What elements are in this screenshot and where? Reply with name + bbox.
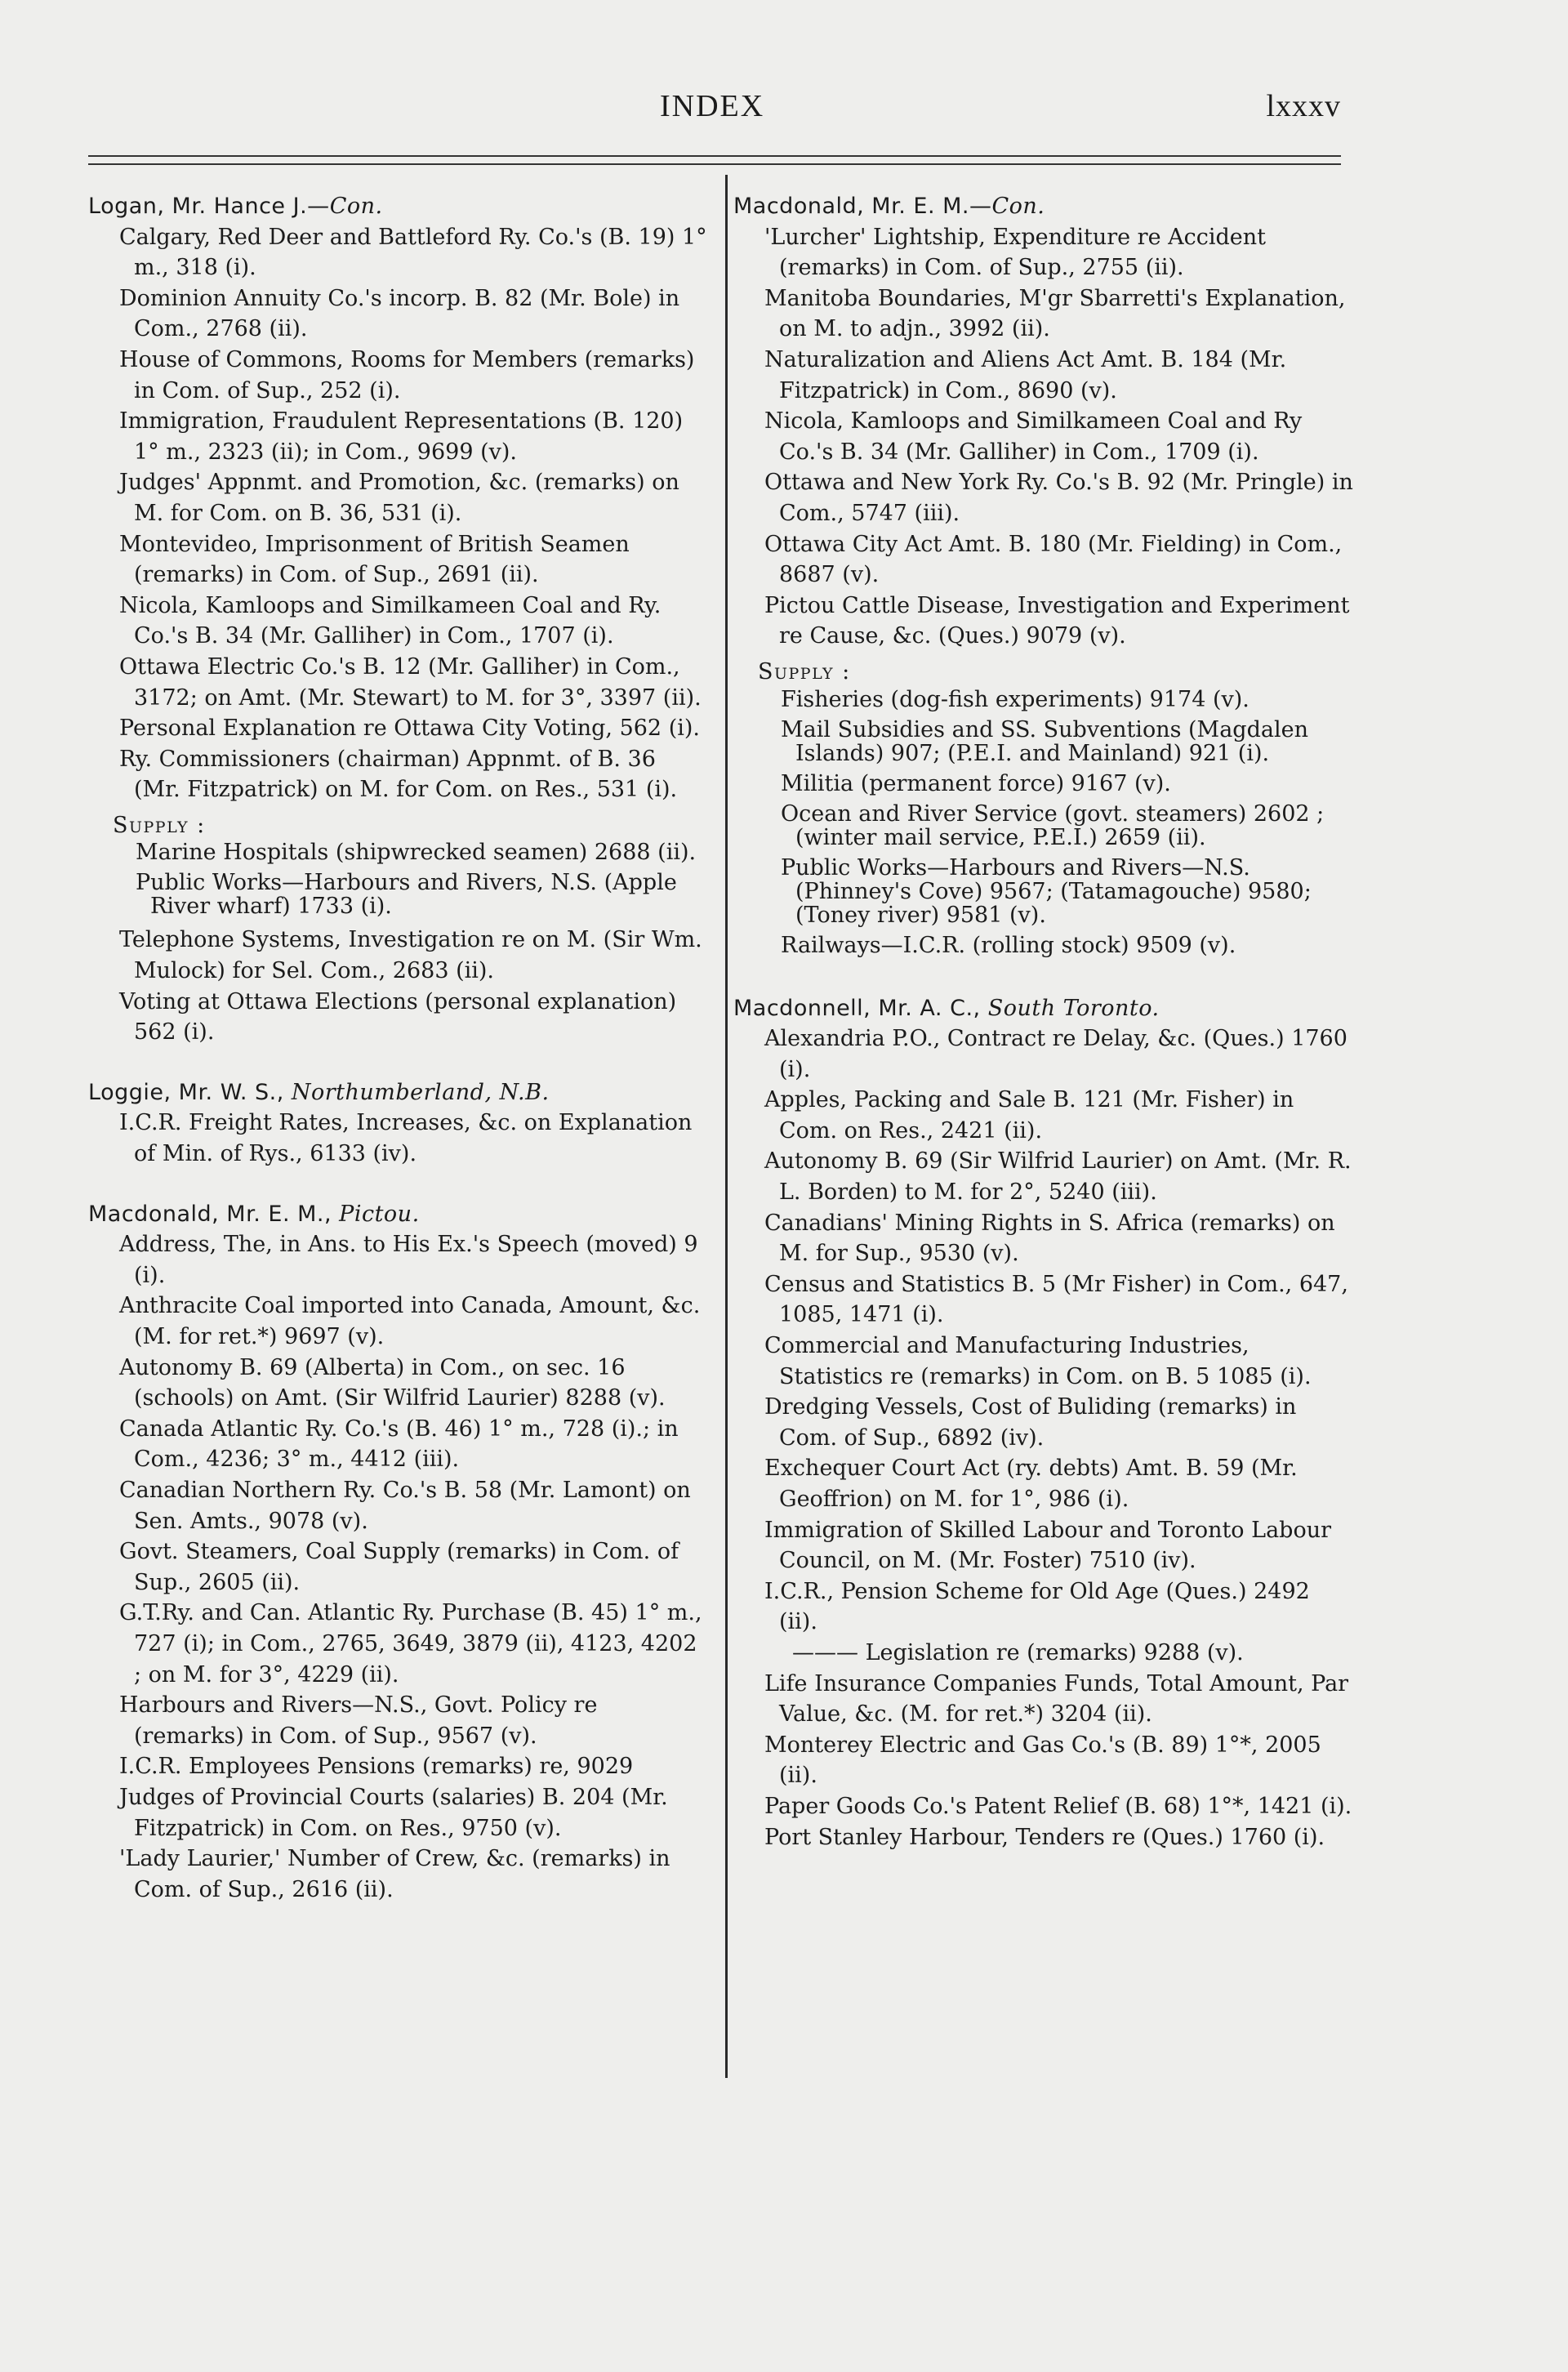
index-entry: House of Commons, Rooms for Members (remarks) in Com. of Sup., 252 (i). — [119, 346, 695, 404]
index-entry: Census and Statistics B. 5 (Mr Fisher) in Com., 647, 1085, 1471 (i). — [764, 1271, 1348, 1328]
index-entry: I.C.R., Pension Scheme for Old Age (Ques.) 2492 (ii). — [764, 1578, 1310, 1635]
index-entry: Anthracite Coal imported into Canada, Amount, &c. (M. for ret.*) 9697 (v). — [119, 1293, 701, 1349]
page-title: INDEX — [660, 89, 765, 123]
person-constituency: South Toronto. — [987, 995, 1160, 1021]
supply-heading: Supply : — [113, 812, 206, 838]
index-entry: Exchequer Court Act (ry. debts) Amt. B. 59 (Mr. Geoffrion) on M. for 1°, 986 (i). — [764, 1456, 1298, 1512]
index-entry: Dominion Annuity Co.'s incorp. B. 82 (Mr. Bole) in Com., 2768 (ii). — [119, 285, 680, 342]
index-entry: Judges' Appnmt. and Promotion, &c. (remarks) on M. for Com. on B. 36, 531 (i). — [119, 470, 679, 526]
supply-sub-entry: Mail Subsidies and SS. Subventions (Magdalen Islands) 907; (P.E.I. and Mainland) 921 (i). — [781, 716, 1308, 766]
index-entry: 'Lady Laurier,' Number of Crew, &c. (remarks) in Com. of Sup., 2616 (ii). — [119, 1846, 670, 1902]
index-entry: 'Lurcher' Lightship, Expenditure re Accident (remarks) in Com. of Sup., 2755 (ii). — [764, 224, 1267, 281]
supply-heading: Supply : — [758, 658, 851, 684]
index-entry: Life Insurance Companies Funds, Total Amount, Par Value, &c. (M. for ret.*) 3204 (ii). — [764, 1670, 1349, 1728]
index-entry: Ottawa City Act Amt. B. 180 (Mr. Fielding) in Com., 8687 (v). — [764, 531, 1343, 588]
person-name: Macdonnell, Mr. A. C., — [733, 995, 988, 1021]
index-entry: Ottawa and New York Ry. Co.'s B. 92 (Mr. Pringle) in Com., 5747 (iii). — [764, 470, 1353, 526]
index-entry: Nicola, Kamloops and Similkameen Coal and Ry. Co.'s B. 34 (Mr. Galliher) in Com., 1707 (i). — [119, 592, 662, 649]
index-entry: Ottawa Electric Co.'s B. 12 (Mr. Galliher) in Com., 3172; on Amt. (Mr. Stewart) to M. for 3°, 3397 (ii). — [119, 653, 702, 711]
person-constituency: Northumberland, N.B. — [291, 1079, 550, 1105]
index-entry: Alexandria P.O., Contract re Delay, &c. (Ques.) 1760 (i). — [764, 1026, 1348, 1082]
person-name: Macdonald, Mr. E. M., — [88, 1201, 340, 1227]
index-entry: Canadians' Mining Rights in S. Africa (remarks) on M. for Sup., 9530 (v). — [764, 1210, 1335, 1267]
supply-sub-entry: Public Works—Harbours and Rivers, N.S. (Apple River wharf) 1733 (i). — [136, 870, 677, 920]
index-entry: Pictou Cattle Disease, Investigation and Experiment re Cause, &c. (Ques.) 9079 (v). — [764, 592, 1350, 649]
index-entry: Autonomy B. 69 (Sir Wilfrid Laurier) on Amt. (Mr. R. L. Borden) to M. for 2°, 5240 (iii). — [764, 1148, 1352, 1206]
index-entry: I.C.R. Freight Rates, Increases, &c. on Explanation of Min. of Rys., 6133 (iv). — [119, 1110, 693, 1167]
index-person-heading — [88, 1077, 709, 1108]
header-rule-bottom — [88, 163, 1341, 165]
index-entry: Immigration of Skilled Labour and Toronto Labour Council, on M. (Mr. Foster) 7510 (iv). — [764, 1517, 1332, 1574]
index-entry: Address, The, in Ans. to His Ex.'s Speech (moved) 9 (i). — [119, 1232, 698, 1288]
index-entry: Ry. Commissioners (chairman) Appnmt. of B. 36 (Mr. Fitzpatrick) on M. for Com. on Res., 531 (i). — [119, 746, 678, 803]
index-entry: Montevideo, Imprisonment of British Seamen (remarks) in Com. of Sup., 2691 (ii). — [119, 531, 630, 588]
index-entry: Immigration, Fraudulent Representations (B. 120) 1° m., 2323 (ii); in Com., 9699 (v). — [119, 408, 684, 465]
index-entry: Apples, Packing and Sale B. 121 (Mr. Fisher) in Com. on Res., 2421 (ii). — [764, 1087, 1294, 1144]
supply-sub-entry: Railways—I.C.R. (rolling stock) 9509 (v). — [781, 932, 1236, 958]
index-entry: Commercial and Manufacturing Industries, Statistics re (remarks) in Com. on B. 5 1085 (i). — [764, 1333, 1312, 1389]
person-name: Loggie, Mr. W. S., — [88, 1079, 292, 1105]
index-entry: Telephone Systems, Investigation re on M. (Sir Wm. Mulock) for Sel. Com., 2683 (ii). — [119, 927, 702, 984]
index-entry: Harbours and Rivers—N.S., Govt. Policy re (remarks) in Com. of Sup., 9567 (v). — [119, 1692, 598, 1749]
page-header — [88, 88, 1341, 129]
supply-sub-entry: Public Works—Harbours and Rivers—N.S. (Phinney's Cove) 9567; (Tatamagouche) 9580; (Toney river) 9581 (v). — [781, 854, 1312, 928]
page-number: lxxxv — [1266, 89, 1341, 123]
supply-sub-entry: Fisheries (dog-fish experiments) 9174 (v). — [781, 686, 1250, 712]
index-entry: Canadian Northern Ry. Co.'s B. 58 (Mr. Lamont) on Sen. Amts., 9078 (v). — [119, 1477, 691, 1534]
index-entry: Personal Explanation re Ottawa City Voting, 562 (i). — [119, 716, 700, 742]
index-entry: G.T.Ry. and Can. Atlantic Ry. Purchase (B. 45) 1° m., 727 (i); in Com., 2765, 3649, 3879 (ii), 4123, 4202 ; on M. for 3°, 4229 (ii). — [119, 1600, 702, 1688]
index-person-heading — [88, 1199, 709, 1230]
person-constituency: Con. — [329, 194, 383, 219]
supply-sub-entry: Militia (permanent force) 9167 (v). — [781, 770, 1171, 796]
supply-sub-entry: Ocean and River Service (govt. steamers) 2602 ; (winter mail service, P.E.I.) 2659 (ii). — [781, 800, 1325, 850]
index-entry: Nicola, Kamloops and Similkameen Coal and Ry Co.'s B. 34 (Mr. Galliher) in Com., 1709 (i). — [764, 408, 1303, 465]
index-entry: Monterey Electric and Gas Co.'s (B. 89) 1°*, 2005 (ii). — [764, 1732, 1321, 1789]
index-entry: Manitoba Boundaries, M'gr Sbarretti's Explanation, on M. to adjn., 3992 (ii). — [764, 285, 1346, 342]
section-gap — [88, 1048, 709, 1077]
index-entry: Naturalization and Aliens Act Amt. B. 184 (Mr. Fitzpatrick) in Com., 8690 (v). — [764, 346, 1287, 404]
header-rule-top — [88, 155, 1341, 157]
index-person-heading — [88, 191, 709, 222]
index-person-heading — [733, 191, 1354, 222]
section-gap — [733, 964, 1354, 993]
left-column — [88, 191, 709, 1905]
index-entry: Paper Goods Co.'s Patent Relief (B. 68) 1°*, 1421 (i). — [764, 1793, 1352, 1819]
index-entry: Voting at Ottawa Elections (personal explanation) 562 (i). — [119, 988, 677, 1046]
person-constituency: Con. — [991, 194, 1045, 219]
section-gap — [88, 1170, 709, 1199]
index-entry: Canada Atlantic Ry. Co.'s (B. 46) 1° m., 728 (i).; in Com., 4236; 3° m., 4412 (iii). — [119, 1416, 679, 1473]
person-constituency: Pictou. — [339, 1201, 420, 1227]
person-name: Logan, Mr. Hance J.— — [88, 194, 330, 219]
index-entry: Govt. Steamers, Coal Supply (remarks) in Com. of Sup., 2605 (ii). — [119, 1539, 679, 1595]
index-entry: Port Stanley Harbour, Tenders re (Ques.) 1760 (i). — [764, 1824, 1325, 1850]
index-entry: Dredging Vessels, Cost of Buliding (remarks) in Com. of Sup., 6892 (iv). — [764, 1394, 1297, 1451]
person-name: Macdonald, Mr. E. M.— — [733, 194, 992, 219]
right-column — [733, 191, 1354, 1853]
index-entry: Autonomy B. 69 (Alberta) in Com., on sec. 16 (schools) on Amt. (Sir Wilfrid Laurier) 8288 (v). — [119, 1354, 666, 1411]
index-entry: ——— Legislation re (remarks) 9288 (v). — [792, 1639, 1244, 1665]
index-entry: Judges of Provincial Courts (salaries) B. 204 (Mr. Fitzpatrick) in Com. on Res., 9750 (v). — [119, 1784, 668, 1841]
index-entry: Calgary, Red Deer and Battleford Ry. Co.'s (B. 19) 1° m., 318 (i). — [119, 224, 707, 281]
supply-sub-entry: Marine Hospitals (shipwrecked seamen) 2688 (ii). — [136, 840, 697, 866]
index-person-heading — [733, 993, 1354, 1024]
column-divider — [725, 175, 728, 2078]
index-entry: I.C.R. Employees Pensions (remarks) re, 9029 — [119, 1754, 634, 1780]
